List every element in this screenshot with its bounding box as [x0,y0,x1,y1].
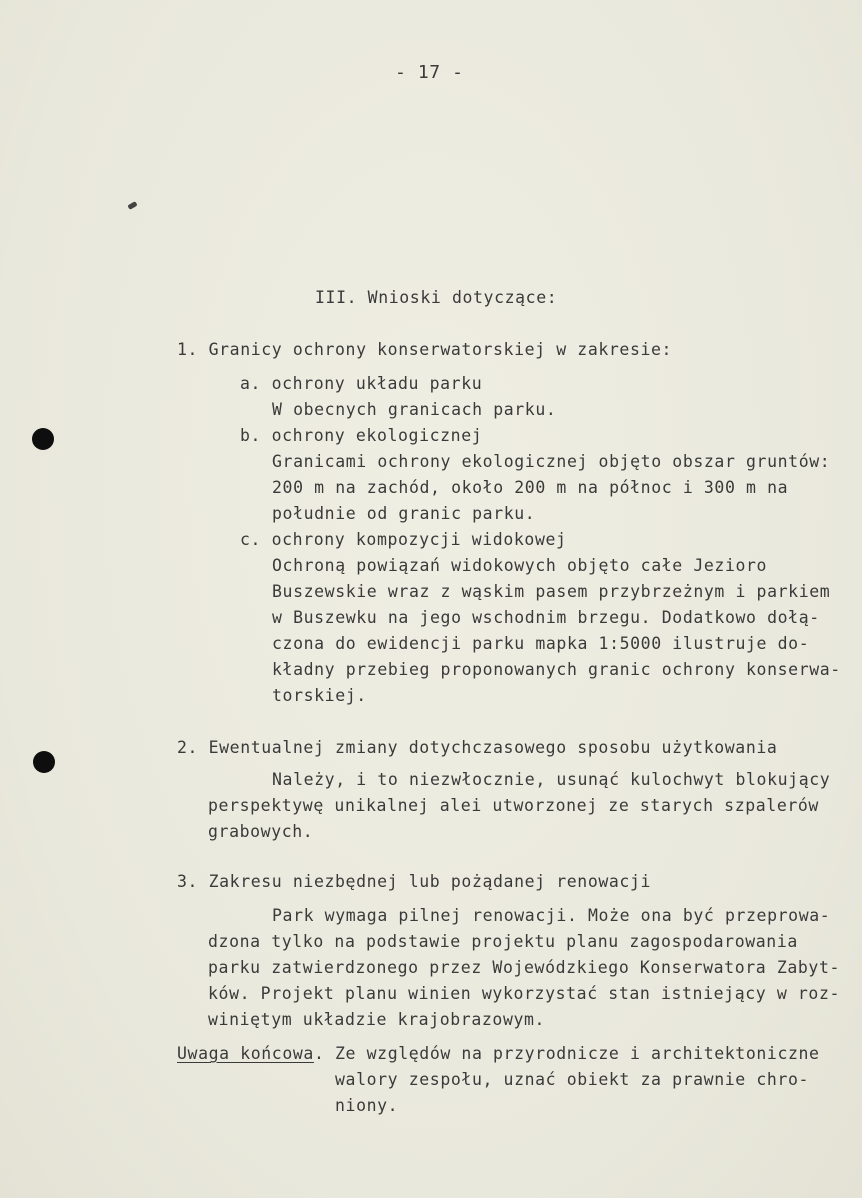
item-1a-label: a. ochrony układu parku [240,374,483,393]
punch-hole-top [32,428,54,450]
closing-remark [177,1044,820,1064]
item-1c-line: w Buszewku na jego wschodnim brzegu. Dodatkowo dołą- [272,608,820,627]
item-3-line: ków. Projekt planu winien wykorzystać stan istniejący w roz- [208,984,841,1003]
item-1c-line: torskiej. [272,686,367,705]
item-3-heading: 3. Zakresu niezbędnej lub pożądanej renowacji [177,872,652,891]
item-2-line: perspektywę unikalnej alei utworzonej ze starych szpalerów [208,796,819,815]
item-1c-line: kładny przebieg proponowanych granic ochrony konserwa- [272,660,841,679]
item-3-line: parku zatwierdzonego przez Wojewódzkiego Konserwatora Zabyt- [208,958,841,977]
remark-label: Uwaga końcowa [177,1044,314,1063]
item-1-heading: 1. Granicy ochrony konserwatorskiej w zakresie: [177,340,673,359]
remark-line: niony. [335,1096,399,1115]
item-1b-label: b. ochrony ekologicznej [240,426,483,445]
item-1c-line: Buszewskie wraz z wąskim pasem przybrzeżnym i parkiem [272,582,831,601]
item-2-line: grabowych. [208,822,314,841]
item-1c-line: Ochroną powiązań widokowych objęto całe Jezioro [272,556,768,575]
item-3-line: winiętym układzie krajobrazowym. [208,1010,546,1029]
item-1b-line: Granicami ochrony ekologicznej objęto obszar gruntów: [272,452,831,471]
remark-first-line: . Ze względów na przyrodnicze i architektoniczne [313,1044,820,1063]
punch-hole-bottom [33,751,55,773]
item-1c-line: czona do ewidencji parku mapka 1:5000 ilustruje do- [272,634,810,653]
item-3-line: Park wymaga pilnej renowacji. Może ona być przeprowa- [272,906,831,925]
item-3-line: dzona tylko na podstawie projektu planu zagospodarowania [208,932,798,951]
item-1c-label: c. ochrony kompozycji widokowej [240,530,567,549]
page-number: - 17 - [395,62,464,83]
item-1a-text: W obecnych granicach parku. [272,400,557,419]
item-2-line: Należy, i to niezwłocznie, usunąć kulochwyt blokujący [272,770,831,789]
item-1b-line: 200 m na zachód, około 200 m na północ i 300 m na [272,478,789,497]
section-heading: III. Wnioski dotyczące: [315,288,558,307]
item-2-heading: 2. Ewentualnej zmiany dotychczasowego sposobu użytkowania [177,738,778,757]
item-1b-line: południe od granic parku. [272,504,536,523]
ink-speck [127,201,137,210]
remark-line: walory zespołu, uznać obiekt za prawnie chro- [335,1070,810,1089]
